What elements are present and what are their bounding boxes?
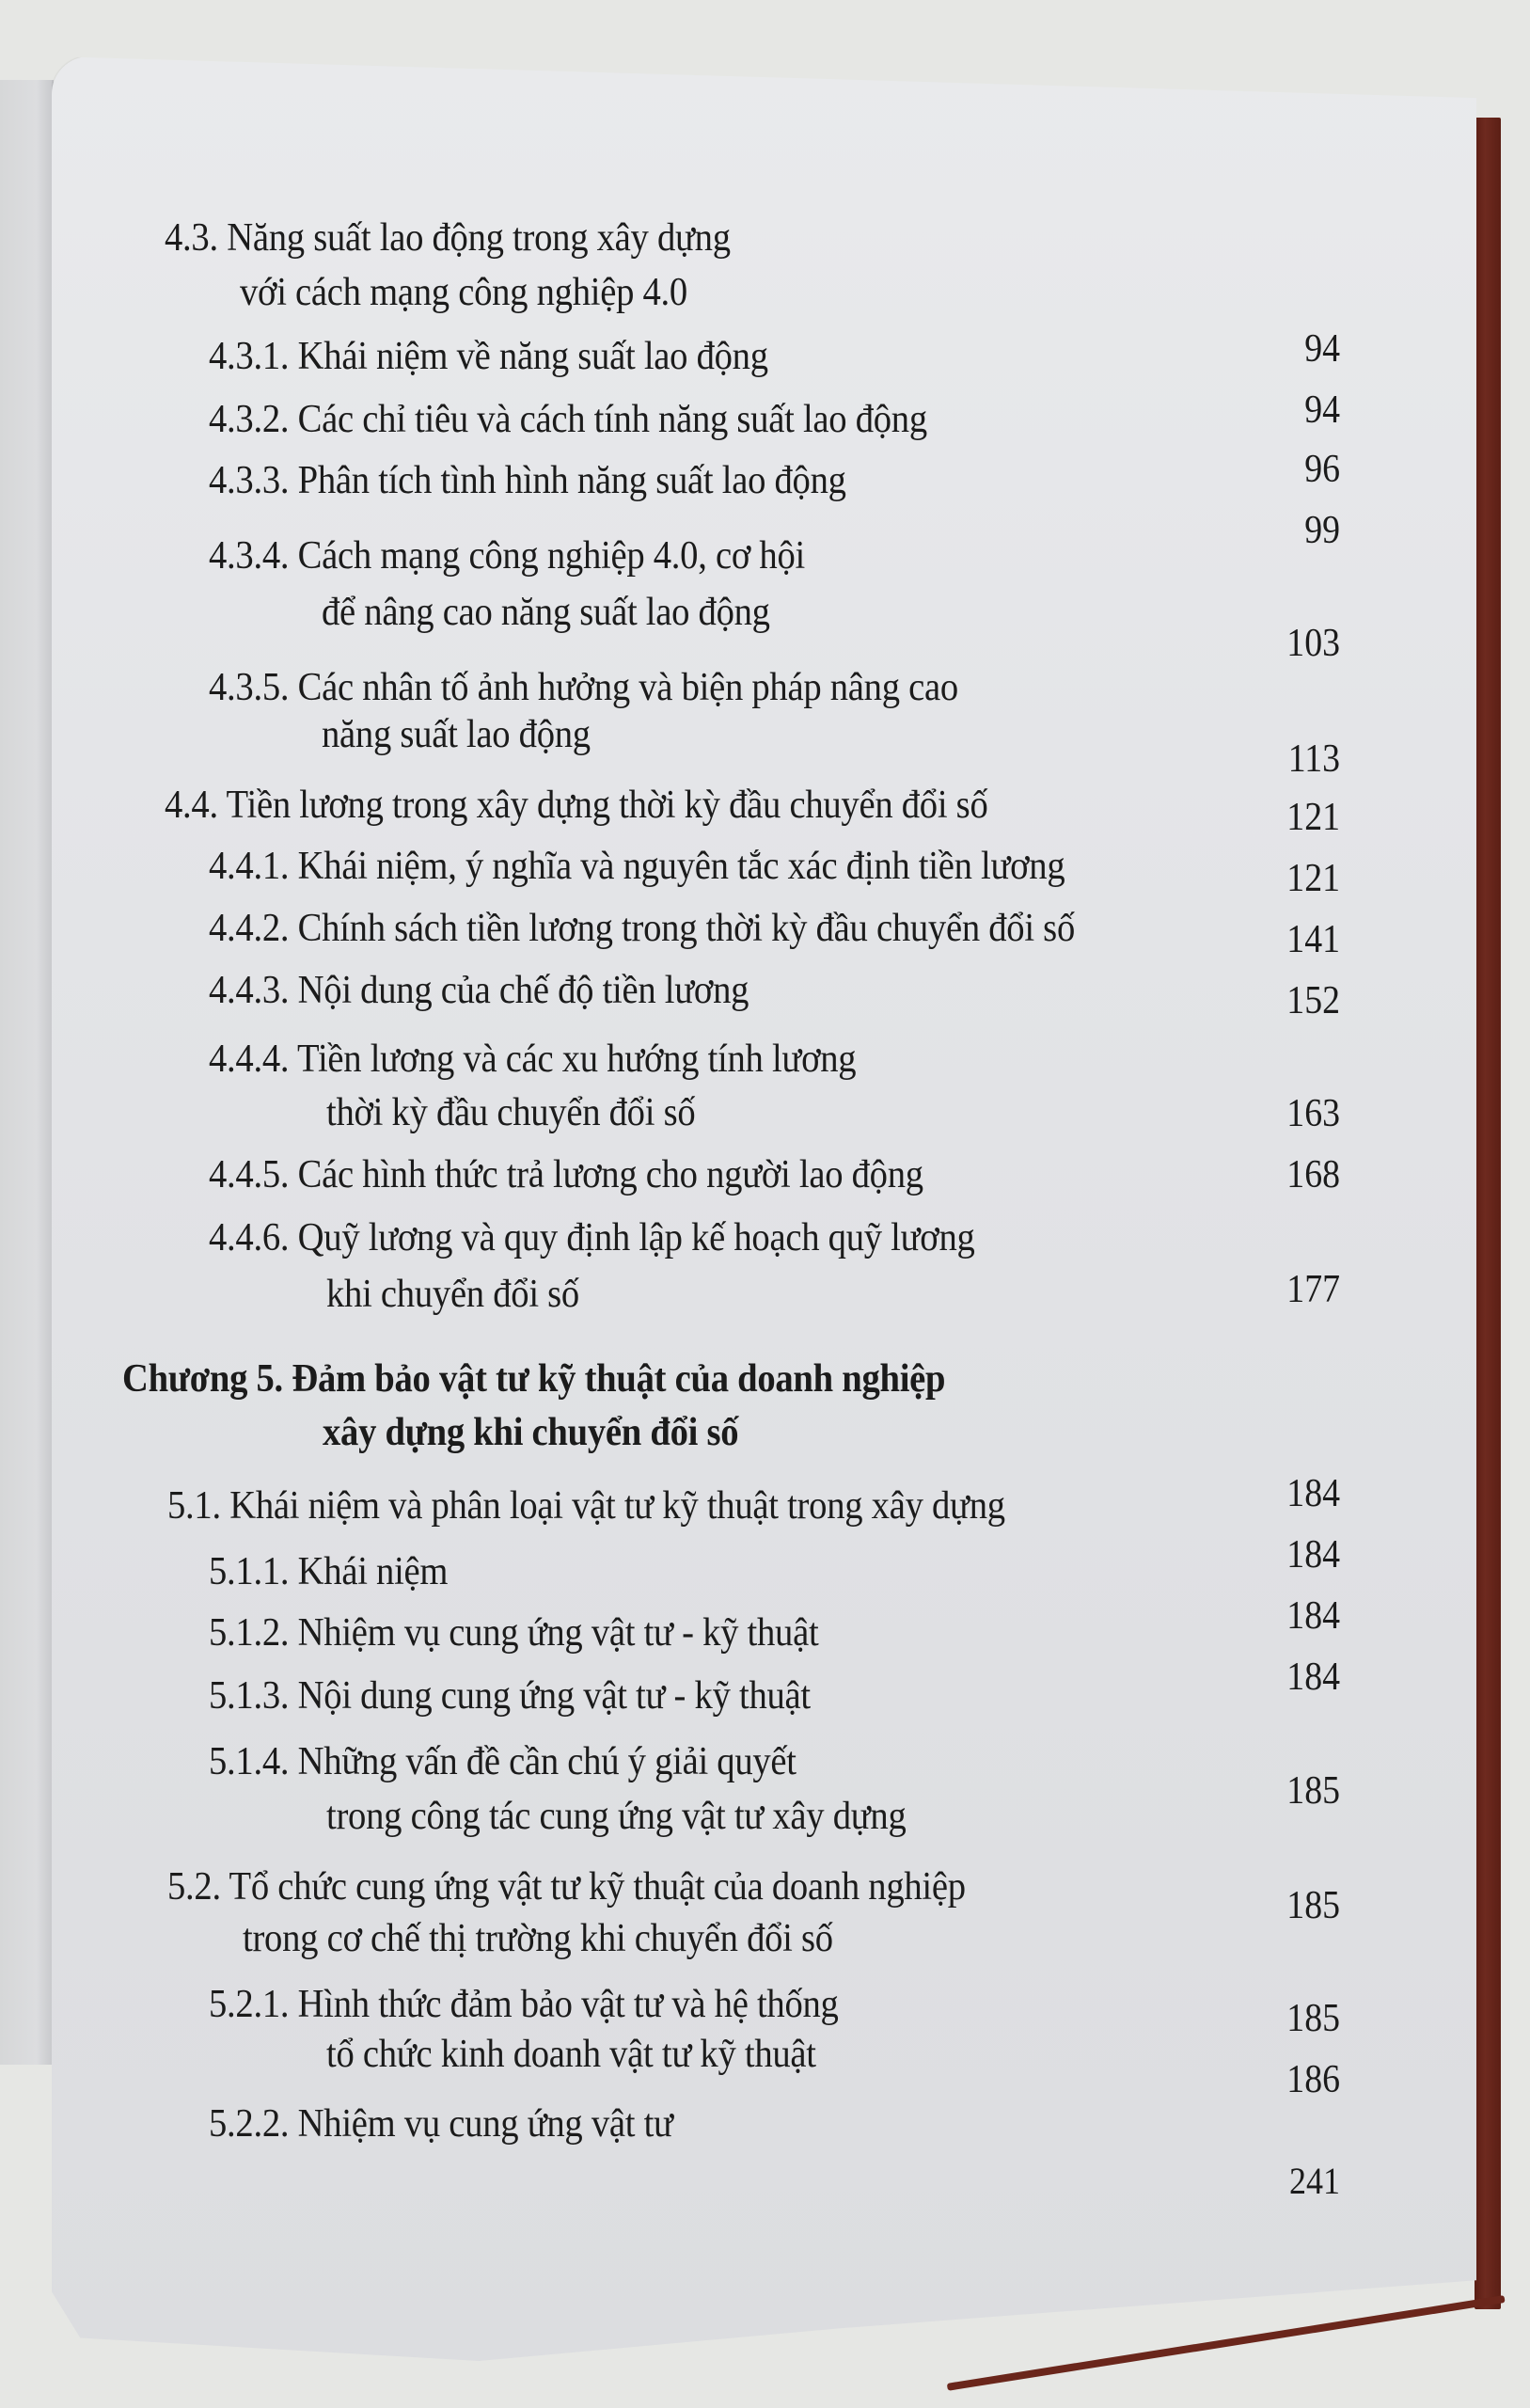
toc-chapter-5-line-1: Chương 5. Đảm bảo vật tư kỹ thuật của doanh nghiệp xyxy=(122,1357,946,1401)
toc-entry-4-3-4-line-1: 4.3.4. Cách mạng công nghiệp 4.0, cơ hội xyxy=(209,534,805,578)
toc-entry-5-1-1: 5.1.1. Khái niệm xyxy=(209,1550,449,1593)
toc-entry-4-4-5: 4.4.5. Các hình thức trả lương cho người lao động xyxy=(209,1153,923,1196)
toc-page-number: 152 xyxy=(1286,979,1340,1022)
toc-entry-4-3-5-line-1: 4.3.5. Các nhân tố ảnh hưởng và biện pháp nâng cao xyxy=(209,666,958,709)
page-folio-number: 241 xyxy=(1289,2160,1340,2202)
toc-entry-4-4-4-line-1: 4.4.4. Tiền lương và các xu hướng tính lương xyxy=(209,1038,857,1081)
toc-entry-4-4-3: 4.4.3. Nội dung của chế độ tiền lương xyxy=(209,969,749,1012)
toc-entry-4-4-2: 4.4.2. Chính sách tiền lương trong thời kỳ đầu chuyển đổi số xyxy=(209,907,1075,950)
toc-entry-5-1-2: 5.1.2. Nhiệm vụ cung ứng vật tư - kỹ thuật xyxy=(209,1611,819,1655)
toc-page-number: 184 xyxy=(1286,1533,1340,1576)
toc-entry-4-3-3: 4.3.3. Phân tích tình hình năng suất lao động xyxy=(209,459,846,502)
toc-chapter-5-line-2: xây dựng khi chuyển đổi số xyxy=(323,1411,739,1454)
toc-entry-4-3-4-line-2: để nâng cao năng suất lao động xyxy=(322,591,770,634)
toc-entry-5-2-line-1: 5.2. Tổ chức cung ứng vật tư kỹ thuật của doanh nghiệp xyxy=(167,1865,966,1909)
toc-page-number: 94 xyxy=(1304,327,1340,371)
toc-page-number: 121 xyxy=(1286,796,1340,839)
toc-page-number: 185 xyxy=(1286,1997,1340,2040)
toc-entry-5-1: 5.1. Khái niệm và phân loại vật tư kỹ thuật trong xây dựng xyxy=(167,1484,1005,1528)
toc-page-number: 168 xyxy=(1286,1153,1340,1196)
toc-entry-4-4-6-line-1: 4.4.6. Quỹ lương và quy định lập kế hoạch quỹ lương xyxy=(209,1216,975,1259)
toc-entry-5-2-1-line-2: tổ chức kinh doanh vật tư kỹ thuật xyxy=(326,2033,816,2076)
toc-page-number: 163 xyxy=(1286,1092,1340,1135)
toc-entry-4-3-2: 4.3.2. Các chỉ tiêu và cách tính năng suất lao động xyxy=(209,398,927,441)
toc-entry-4-3-line-1: 4.3. Năng suất lao động trong xây dựng xyxy=(165,216,731,260)
toc-page-number: 184 xyxy=(1286,1472,1340,1515)
toc-entry-5-2-2: 5.2.2. Nhiệm vụ cung ứng vật tư xyxy=(209,2102,673,2146)
toc-entry-5-2-line-2: trong cơ chế thị trường khi chuyển đổi số xyxy=(243,1917,833,1960)
toc-entry-5-1-4-line-2: trong công tác cung ứng vật tư xây dựng xyxy=(326,1795,907,1838)
toc-page-number: 184 xyxy=(1286,1594,1340,1638)
toc-page-number: 121 xyxy=(1286,857,1340,900)
toc-entry-4-4: 4.4. Tiền lương trong xây dựng thời kỳ đầu chuyển đổi số xyxy=(165,784,988,827)
toc-page-number: 113 xyxy=(1287,737,1340,781)
toc-page-number: 94 xyxy=(1304,388,1340,432)
toc-page-number: 185 xyxy=(1286,1884,1340,1927)
toc-entry-4-3-line-2: với cách mạng công nghiệp 4.0 xyxy=(240,271,687,314)
toc-page-number: 96 xyxy=(1304,448,1340,491)
toc-page-number: 141 xyxy=(1286,918,1340,961)
toc-page-number: 103 xyxy=(1286,622,1340,665)
toc-entry-4-4-4-line-2: thời kỳ đầu chuyển đổi số xyxy=(326,1091,696,1134)
toc-page-number: 99 xyxy=(1304,509,1340,552)
toc-entry-4-4-1: 4.4.1. Khái niệm, ý nghĩa và nguyên tắc xác định tiền lương xyxy=(209,845,1065,888)
toc-page-number: 186 xyxy=(1286,2058,1340,2101)
toc-page-number: 185 xyxy=(1286,1769,1340,1813)
toc-entry-5-1-4-line-1: 5.1.4. Những vấn đề cần chú ý giải quyết xyxy=(209,1740,797,1783)
toc-entry-4-4-6-line-2: khi chuyển đổi số xyxy=(326,1273,579,1316)
toc-entry-5-1-3: 5.1.3. Nội dung cung ứng vật tư - kỹ thuật xyxy=(209,1674,811,1718)
toc-entry-4-3-5-line-2: năng suất lao động xyxy=(322,713,591,756)
toc-page-number: 184 xyxy=(1286,1656,1340,1699)
toc-page-number: 177 xyxy=(1286,1268,1340,1311)
toc-entry-5-2-1-line-1: 5.2.1. Hình thức đảm bảo vật tư và hệ thống xyxy=(209,1983,839,2026)
toc-entry-4-3-1: 4.3.1. Khái niệm về năng suất lao động xyxy=(209,335,768,378)
